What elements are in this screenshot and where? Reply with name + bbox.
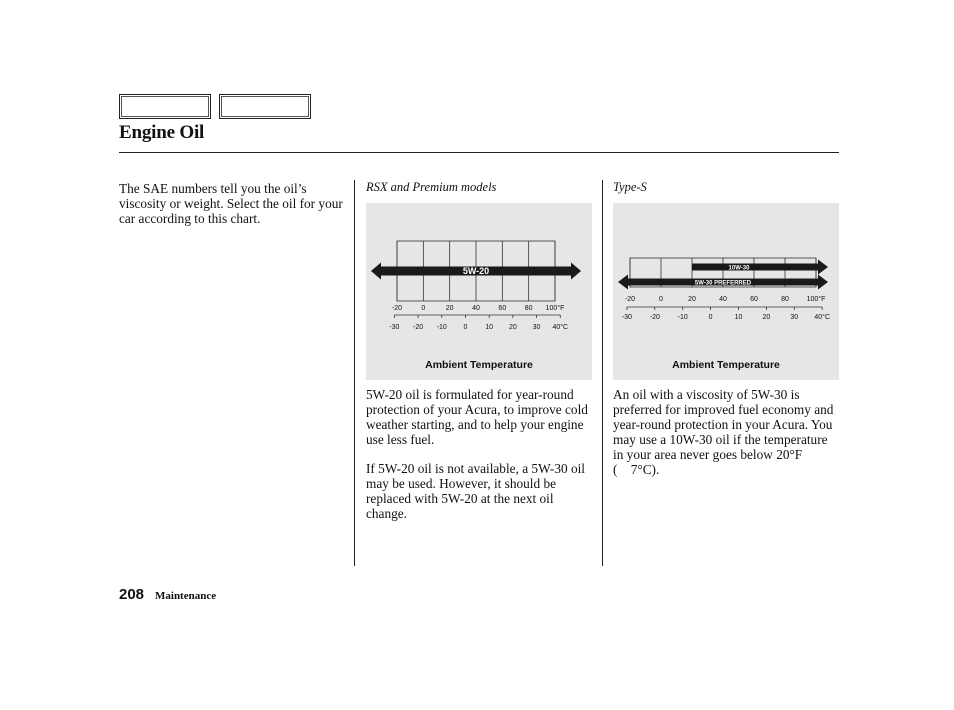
nav-tab-blank-2[interactable] — [219, 94, 311, 119]
intro-paragraph: The SAE numbers tell you the oil’s viscosity or weight. Select the oil for your car according to this chart. — [119, 181, 343, 226]
viscosity-chart-rsx — [366, 203, 592, 380]
fahrenheit-tick-label: 80 — [524, 305, 533, 312]
fahrenheit-tick-label: 20 — [688, 296, 696, 303]
celsius-tick-label: -30 — [621, 314, 632, 321]
chart1-caption: RSX and Premium models — [366, 180, 497, 194]
fahrenheit-tick-label: -20 — [391, 305, 403, 312]
viscosity-band-label: 10W-30 — [728, 265, 750, 272]
title-rule — [119, 152, 839, 153]
fahrenheit-tick-label: 0 — [421, 305, 426, 312]
viscosity-band — [692, 260, 828, 275]
column-divider-2 — [602, 180, 603, 566]
fahrenheit-tick-label: 60 — [498, 305, 507, 312]
celsius-tick-label: -20 — [413, 324, 424, 331]
x-axis-title: Ambient Temperature — [425, 359, 533, 371]
celsius-tick-label: -30 — [389, 324, 400, 331]
celsius-tick-label: 0 — [708, 314, 713, 321]
celsius-tick-label: 20 — [508, 324, 517, 331]
nav-tab-blank-1[interactable] — [119, 94, 211, 119]
celsius-tick-label: 20 — [762, 314, 771, 321]
chart2-caption: Type-S — [613, 180, 647, 194]
page-title: Engine Oil — [119, 122, 205, 143]
fahrenheit-tick-label: 100°F — [545, 305, 565, 312]
section-name: Maintenance — [155, 590, 217, 602]
viscosity-chart-rsx-svg — [366, 203, 592, 380]
viscosity-band-label: 5W-20 — [462, 266, 490, 277]
celsius-tick-label: 40°C — [552, 324, 569, 331]
celsius-tick-label: 0 — [463, 324, 468, 331]
paragraph-5w30-substitute: If 5W-20 oil is not available, a 5W-30 oil may be used. However, it should be replaced with 5W-20 at the next oil change. — [366, 461, 585, 521]
celsius-tick-label: -20 — [649, 314, 660, 321]
celsius-tick-label: 10 — [485, 324, 494, 331]
fahrenheit-tick-label: 80 — [781, 296, 789, 303]
x-axis-title: Ambient Temperature — [672, 359, 780, 371]
fahrenheit-tick-label: 60 — [750, 296, 758, 303]
paragraph-5w30-preferred: An oil with a viscosity of 5W-30 is preferred for improved fuel economy and year-round protection in your Acura. You may use a 10W-30 oil if the temperature in your area never goes below 20°F ( 7°C). — [613, 387, 834, 477]
fahrenheit-tick-label: 40 — [719, 296, 727, 303]
fahrenheit-tick-label: 0 — [659, 296, 663, 303]
celsius-tick-label: 30 — [532, 324, 541, 331]
fahrenheit-tick-label: 40 — [472, 305, 480, 312]
fahrenheit-tick-label: 100°F — [806, 296, 826, 303]
celsius-tick-label: -10 — [677, 314, 688, 321]
celsius-tick-label: -10 — [436, 324, 447, 331]
viscosity-chart-type-s-svg — [613, 203, 839, 380]
column-divider-1 — [354, 180, 355, 566]
page-number: 208 — [119, 586, 145, 603]
fahrenheit-tick-label: 20 — [445, 305, 454, 312]
celsius-tick-label: 30 — [790, 314, 799, 321]
celsius-tick-label: 10 — [734, 314, 743, 321]
fahrenheit-tick-label: -20 — [624, 296, 636, 303]
viscosity-chart-type-s — [613, 203, 839, 380]
celsius-tick-label: 40°C — [814, 314, 831, 321]
viscosity-band-label: 5W-30 PREFERRED — [694, 280, 752, 287]
paragraph-5w20-benefits: 5W-20 oil is formulated for year-round protection of your Acura, to improve cold weather starting, and to help your engine use less fuel. — [366, 387, 588, 447]
